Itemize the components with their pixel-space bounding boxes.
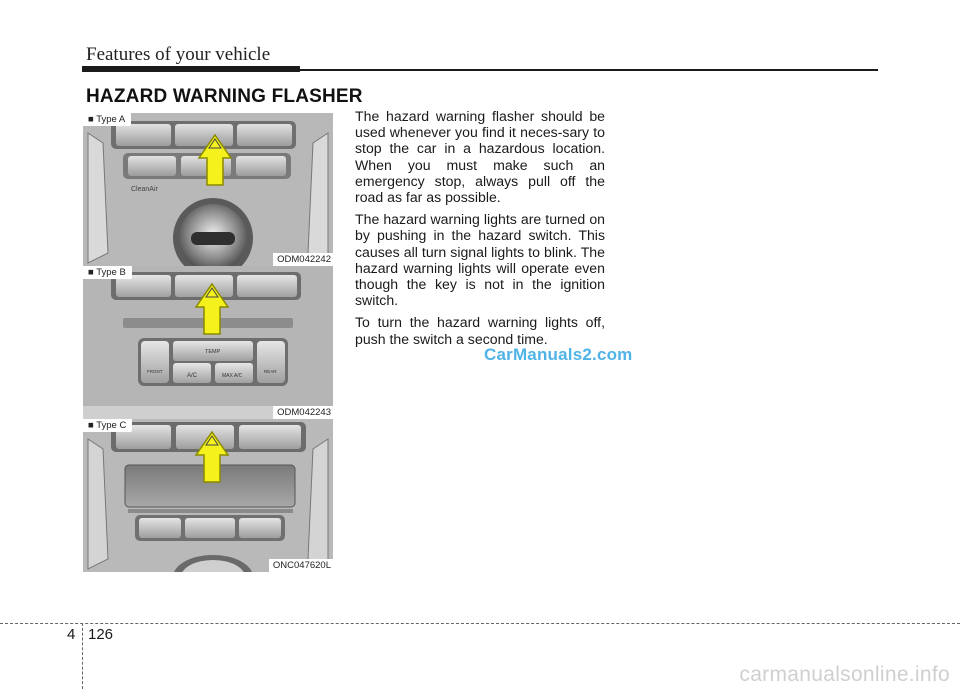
page-number: 126 (88, 626, 114, 643)
header-rule-thick (82, 66, 300, 72)
figure-type-a (83, 113, 333, 266)
temp-label: TEMP (205, 349, 221, 355)
footer-divider (82, 623, 83, 689)
ac-label: A/C (187, 373, 198, 379)
page-heading: HAZARD WARNING FLASHER (86, 86, 363, 107)
figure-type-c (83, 419, 333, 572)
type-a-label: ■ Type A (83, 113, 131, 126)
paragraph-2: The hazard warning lights are turned on by pushing in the hazard switch. This causes all turn signal lights to blink. The hazard warning lights will operate even though the key is not in the ignition switch. (355, 211, 605, 309)
front-label: FRONT (147, 369, 163, 374)
max-ac-label: MAX A/C (222, 373, 243, 379)
body-text (355, 108, 605, 353)
type-c-label: ■ Type C (83, 419, 132, 432)
site-watermark: carmanualsonline.info (739, 663, 950, 686)
chapter-number: 4 (67, 626, 76, 643)
figure-type-b (83, 266, 333, 419)
header-rule-thin (300, 69, 878, 71)
type-b-label: ■ Type B (83, 266, 132, 279)
header-section-title: Features of your vehicle (86, 44, 271, 65)
figure-code-a: ODM042242 (273, 253, 333, 266)
carmanuals-watermark: CarManuals2.com (484, 345, 633, 364)
figure-code-b: ODM042243 (273, 406, 333, 419)
rear-label: REAR (264, 369, 277, 374)
cleanair-label: CleanAir (131, 186, 158, 193)
footer-rule (0, 623, 960, 624)
paragraph-3: To turn the hazard warning lights off, push the switch a second time. (355, 314, 605, 347)
figure-code-c: ONC047620L (269, 559, 333, 572)
paragraph-1: The hazard warning flasher should be used whenever you find it neces-sary to stop the car in a hazardous location. When you must make such an emergency stop, always pull off the road as far as possible. (355, 108, 605, 206)
